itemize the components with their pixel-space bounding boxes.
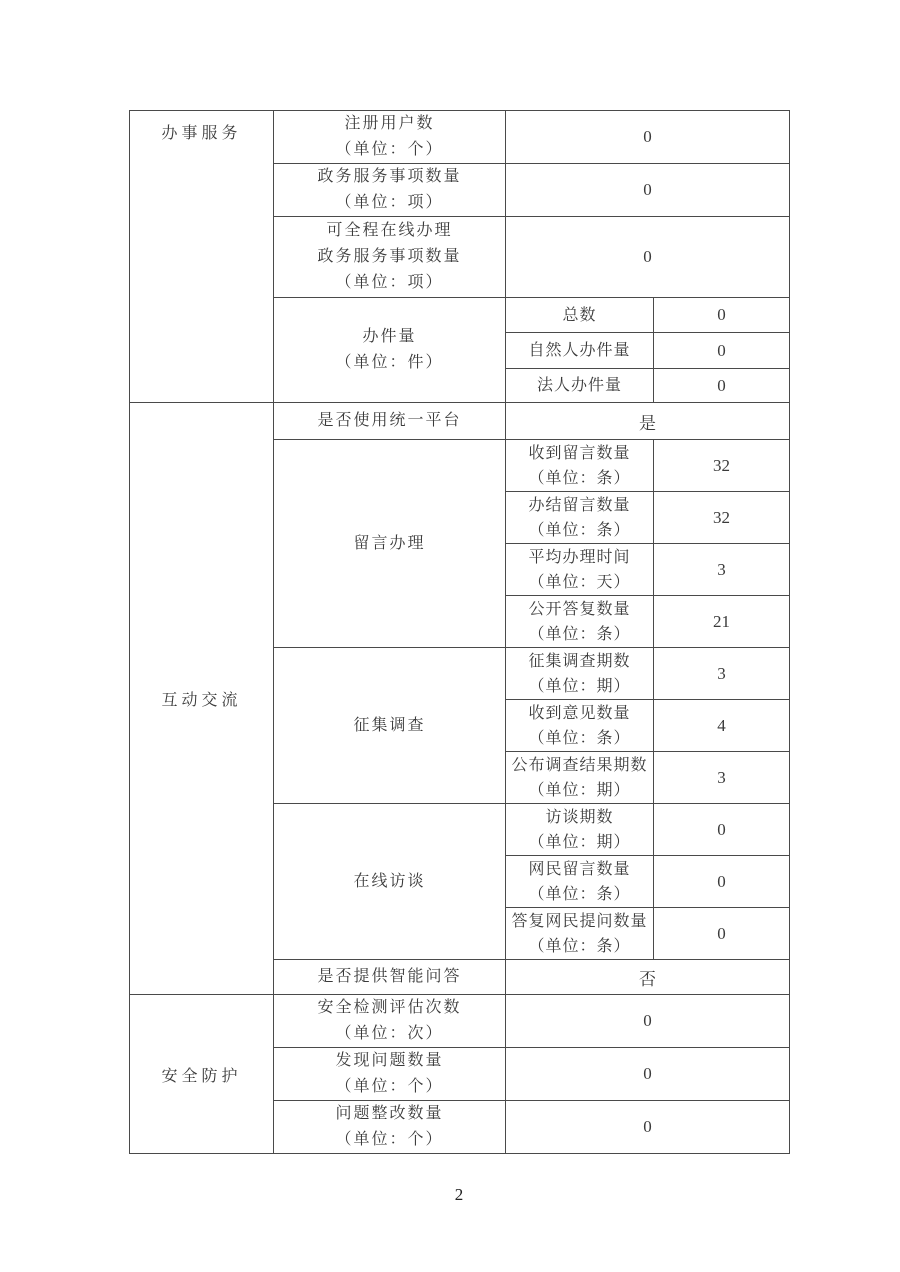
value-cell: 0 (654, 333, 790, 369)
value-cell: 21 (654, 596, 790, 648)
metric-unit: （单位：次） (335, 1025, 444, 1042)
metric-unit: （单位：条） (528, 469, 631, 487)
table-row (130, 995, 790, 1048)
metric-unit: （单位：条） (528, 937, 631, 955)
metric-label: 发现问题数量 (335, 1052, 444, 1069)
value-cell: 0 (654, 804, 790, 856)
table-row (130, 403, 790, 440)
metric-unit: （单位：个） (335, 1131, 444, 1148)
metric-unit: （单位：条） (528, 729, 631, 747)
value-cell: 0 (506, 217, 790, 298)
label-cell-surveys: 征集调查 (274, 648, 506, 804)
value-cell: 0 (654, 856, 790, 908)
metric-label: 收到意见数量 (528, 704, 631, 722)
metric-label: 办件量 (362, 328, 417, 345)
sublabel-cell (506, 804, 654, 856)
label-cell-interviews: 在线访谈 (274, 804, 506, 960)
metric-label: 安全检测评估次数 (317, 999, 462, 1016)
sublabel-cell (506, 752, 654, 804)
value-cell: 0 (654, 369, 790, 403)
metric-label: 网民留言数量 (528, 860, 631, 878)
value-cell: 0 (506, 995, 790, 1048)
label-cell: 是否使用统一平台 (274, 403, 506, 440)
value-cell: 0 (506, 164, 790, 217)
group-cell-services: 办事服务 (130, 111, 274, 403)
value-cell: 3 (654, 752, 790, 804)
table-row (130, 111, 790, 164)
sublabel-cell (506, 544, 654, 596)
value-cell: 4 (654, 700, 790, 752)
sublabel-cell (506, 492, 654, 544)
metric-unit: （单位：件） (335, 354, 444, 371)
sublabel-cell: 自然人办件量 (506, 333, 654, 369)
metric-label: 政务服务事项数量 (317, 248, 462, 265)
metric-label: 征集调查期数 (528, 652, 631, 670)
sublabel-cell (506, 856, 654, 908)
metric-label: 办结留言数量 (528, 496, 631, 514)
label-cell (274, 1048, 506, 1101)
sublabel-cell (506, 596, 654, 648)
value-cell: 0 (506, 1101, 790, 1154)
label-cell (274, 217, 506, 298)
sublabel-cell (506, 700, 654, 752)
report-table (129, 110, 790, 1154)
metric-label: 问题整改数量 (335, 1105, 444, 1122)
metric-unit: （单位：天） (528, 573, 631, 591)
sublabel-cell: 法人办件量 (506, 369, 654, 403)
metric-label: 答复网民提问数量 (511, 912, 648, 930)
metric-label: 注册用户数 (344, 115, 435, 132)
group-cell-security: 安全防护 (130, 995, 274, 1154)
sublabel-cell (506, 440, 654, 492)
metric-unit: （单位：条） (528, 625, 631, 643)
metric-unit: （单位：个） (335, 1078, 444, 1095)
metric-label: 可全程在线办理 (326, 222, 453, 239)
metric-label: 访谈期数 (545, 808, 614, 826)
label-cell-case-volume (274, 298, 506, 403)
metric-label: 公开答复数量 (528, 600, 631, 618)
metric-unit: （单位：期） (528, 781, 631, 799)
sublabel-cell (506, 648, 654, 700)
metric-unit: （单位：条） (528, 885, 631, 903)
value-cell: 0 (506, 1048, 790, 1101)
label-cell: 是否提供智能问答 (274, 960, 506, 995)
value-cell: 3 (654, 648, 790, 700)
label-cell (274, 164, 506, 217)
value-cell: 0 (654, 298, 790, 333)
metric-unit: （单位：个） (335, 141, 444, 158)
page-number: 2 (454, 1185, 464, 1204)
value-cell: 32 (654, 440, 790, 492)
value-cell: 3 (654, 544, 790, 596)
label-cell (274, 995, 506, 1048)
metric-label: 政务服务事项数量 (317, 168, 462, 185)
metric-unit: （单位：项） (335, 194, 444, 211)
metric-unit: （单位：项） (335, 274, 444, 291)
metric-unit: （单位：期） (528, 677, 631, 695)
sublabel-cell: 总数 (506, 298, 654, 333)
value-cell: 是 (506, 403, 790, 440)
sublabel-cell (506, 908, 654, 960)
value-cell: 0 (654, 908, 790, 960)
value-cell: 32 (654, 492, 790, 544)
label-cell (274, 1101, 506, 1154)
label-cell-message-handling: 留言办理 (274, 440, 506, 648)
metric-label: 平均办理时间 (528, 548, 631, 566)
metric-label: 收到留言数量 (528, 444, 631, 462)
value-cell: 0 (506, 111, 790, 164)
group-cell-interaction: 互动交流 (130, 403, 274, 995)
value-cell: 否 (506, 960, 790, 995)
metric-unit: （单位：期） (528, 833, 631, 851)
label-cell (274, 111, 506, 164)
metric-label: 公布调查结果期数 (511, 756, 648, 774)
metric-unit: （单位：条） (528, 521, 631, 539)
